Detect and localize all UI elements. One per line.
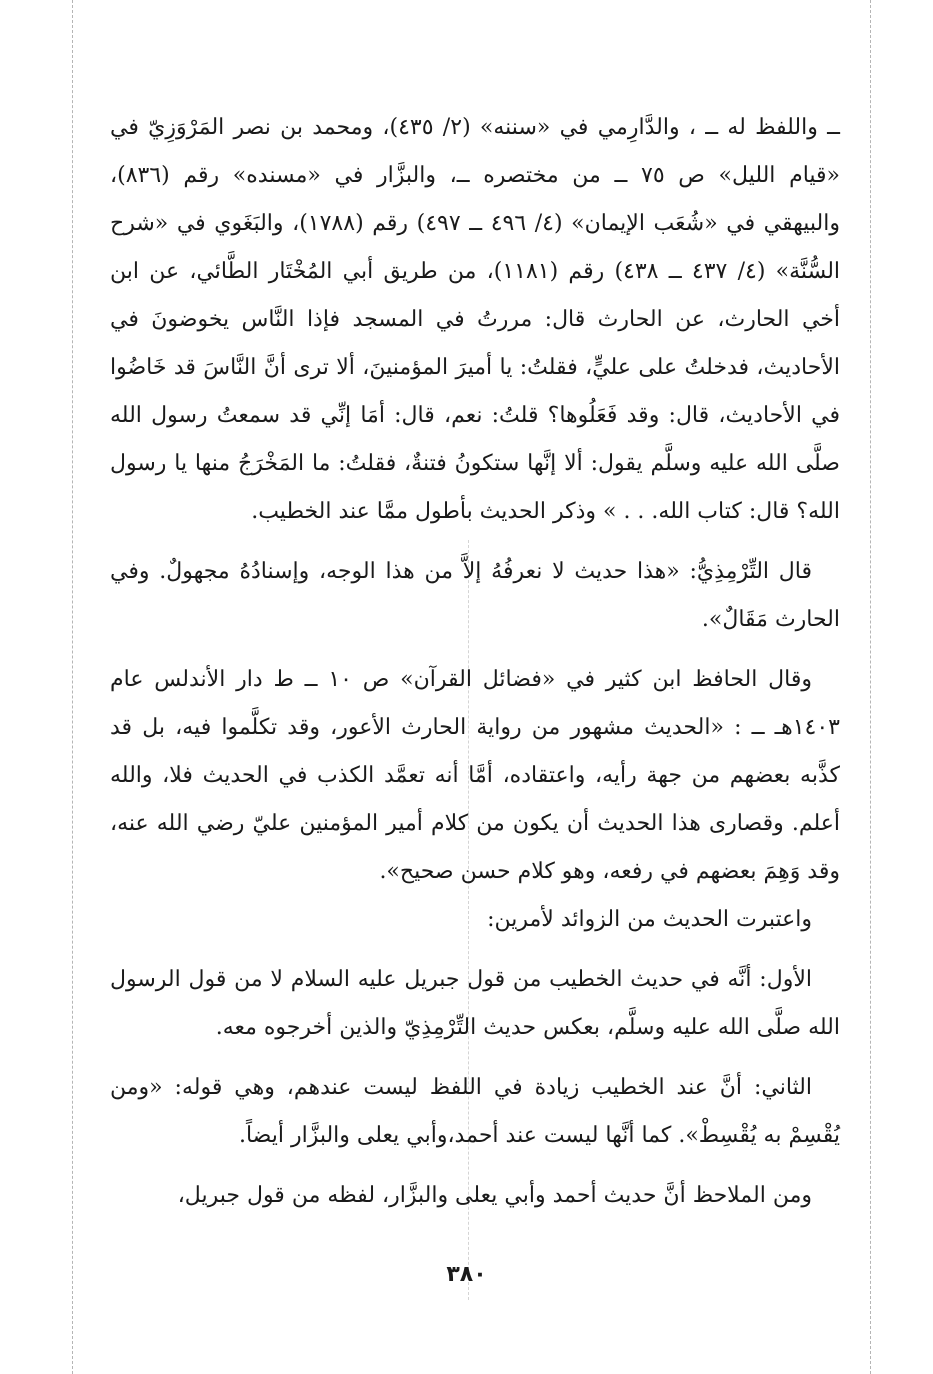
paragraph-ibn-kathir-quote: وقال الحافظ ابن كثير في «فضائل القرآن» ص ١٠ ــ ط دار الأندلس عام ١٤٠٣هـ ــ : «الحديث مشهور من رواية الحارث الأعور، وقد تكلَّموا فيه، بل قد كذَّبه بعضهم من جهة رأيه، واعتقاده، أمَّا أنه تعمَّد الكذب في الحديث فلا، والله أعلم. وقصارى هذا الحديث أن يكون من كلام أمير المؤمنين عليّ رضي الله عنه، وقد وَهِمَ بعضهم في رفعه، وهو كلام حسن صحيح».	[110, 667, 840, 884]
scan-fold-line-left	[72, 0, 73, 1374]
body-text	[110, 104, 840, 1220]
paragraph-second-reason: الثاني: أنَّ عند الخطيب زيادة في اللفظ ليست عندهم، وهي قوله: «ومن يُقْسِمْ به يُقْسِطْ». كما أنَّها ليست عند أحمد،وأبي يعلى والبزَّار أيضاً.	[110, 1075, 840, 1148]
paragraph-hadith-sources: ــ واللفظ له ــ ، والدَّارِمي في «سننه» (٢/ ٤٣٥)، ومحمد بن نصر المَرْوَزِيّ في «قيام الليل» ص ٧٥ ــ من مختصره ــ، والبزَّار في «مسنده» رقم (٨٣٦)، والبيهقي في «شُعَب الإيمان» (٤/ ٤٩٦ ــ ٤٩٧) رقم (١٧٨٨)، والبَغَوي في «شرح السُّنَّة» (٤/ ٤٣٧ ــ ٤٣٨) رقم (١١٨١)، من طريق أبي المُخْتَار الطَّائي، عن ابن أخي الحارث، عن الحارث قال: مررتُ في المسجد فإذا النَّاس يخوضونَ في الأحاديث، فدخلتُ على عليٍّ، فقلتُ: يا أميرَ المؤمنينَ، ألا ترى أنَّ النَّاسَ قد خَاضُوا في الأحاديث، قال: وقد فَعَلُوها؟ قلتُ: نعم، قال: أمَا إنِّي قد سمعتُ رسول الله صلَّى الله عليه وسلَّم يقول: ألا إنَّها ستكونُ فتنةٌ، فقلتُ: ما المَخْرَجُ منها يا رسول الله؟ قال: كتاب الله. . . » وذكر الحديث بأطول ممَّا عند الخطيب.	[110, 115, 841, 524]
scan-fold-line-right	[870, 0, 871, 1374]
paragraph-two-reasons-intro: واعتبرت الحديث من الزوائد لأمرين:	[487, 907, 812, 932]
page-number: ٣٨٠	[446, 1262, 487, 1287]
paragraph-tirmidhi-quote: قال التِّرْمِذِيُّ: «هذا حديث لا نعرفُهُ إلاَّ من هذا الوجه، وإسنادُهُ مجهولٌ. وفي الحارث مَقَالٌ».	[110, 559, 840, 632]
paragraph-observation: ومن الملاحظ أنَّ حديث أحمد وأبي يعلى والبزَّار، لفظه من قول جبريل،	[177, 1183, 812, 1208]
paragraph-first-reason: الأول: أنَّه في حديث الخطيب من قول جبريل عليه السلام لا من قول الرسول الله صلَّى الله عليه وسلَّم، بعكس حديث التِّرْمِذِيّ والذين أخرجوه معه.	[110, 967, 840, 1040]
